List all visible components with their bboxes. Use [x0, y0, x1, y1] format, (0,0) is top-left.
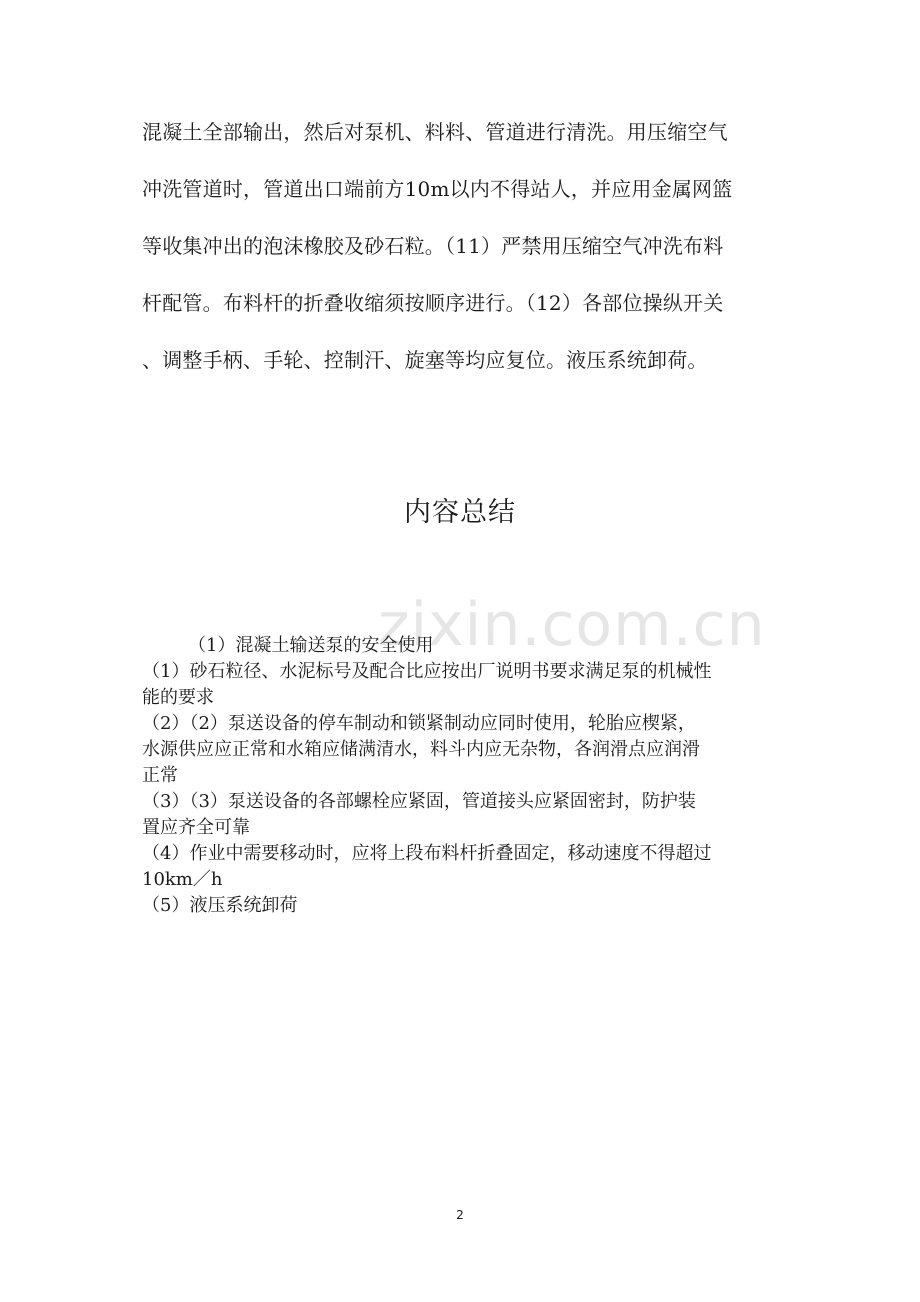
summary-line: （2）（2）泵送设备的停车制动和锁紧制动应同时使用，轮胎应楔紧，	[142, 713, 696, 734]
paragraph-line: 混凝土全部输出，然后对泵机、料料、管道进行清洗。用压缩空气	[142, 120, 728, 144]
paragraph-line: 杆配管。布料杆的折叠收缩须按顺序进行。（12）各部位操纵开关	[142, 291, 724, 315]
summary-line: （1）砂石粒径、水泥标号及配合比应按出厂说明书要求满足泵的机械性	[142, 661, 712, 682]
summary-line: 10km／h	[142, 869, 223, 890]
summary-line: 置应齐全可靠	[142, 817, 250, 838]
summary-line: 水源供应应正常和水箱应储满清水，料斗内应无杂物，各润滑点应润滑	[142, 739, 700, 760]
section-heading: 内容总结	[404, 497, 516, 528]
paragraph-line: 、调整手柄、手轮、控制汗、旋塞等均应复位。液压系统卸荷。	[142, 348, 708, 372]
paragraph-line: 等收集冲出的泡沫橡胶及砂石粒。（11）严禁用压缩空气冲洗布料	[142, 234, 724, 258]
summary-title: （1）混凝土输送泵的安全使用	[188, 635, 434, 656]
body-paragraph	[142, 112, 782, 397]
summary-line: 能的要求	[142, 687, 214, 708]
summary-line: 正常	[142, 765, 178, 786]
watermark: zixin.com.cn	[378, 590, 766, 660]
summary-line: （3）（3）泵送设备的各部螺栓应紧固，管道接头应紧固密封，防护装	[142, 791, 696, 812]
page-number: 2	[456, 1208, 464, 1222]
paragraph-line: 冲洗管道时，管道出口端前方10m以内不得站人，并应用金属网篮	[142, 177, 733, 201]
summary-list	[142, 633, 782, 919]
summary-line: （4）作业中需要移动时，应将上段布料杆折叠固定，移动速度不得超过	[142, 843, 712, 864]
summary-line: （5）液压系统卸荷	[142, 895, 298, 916]
